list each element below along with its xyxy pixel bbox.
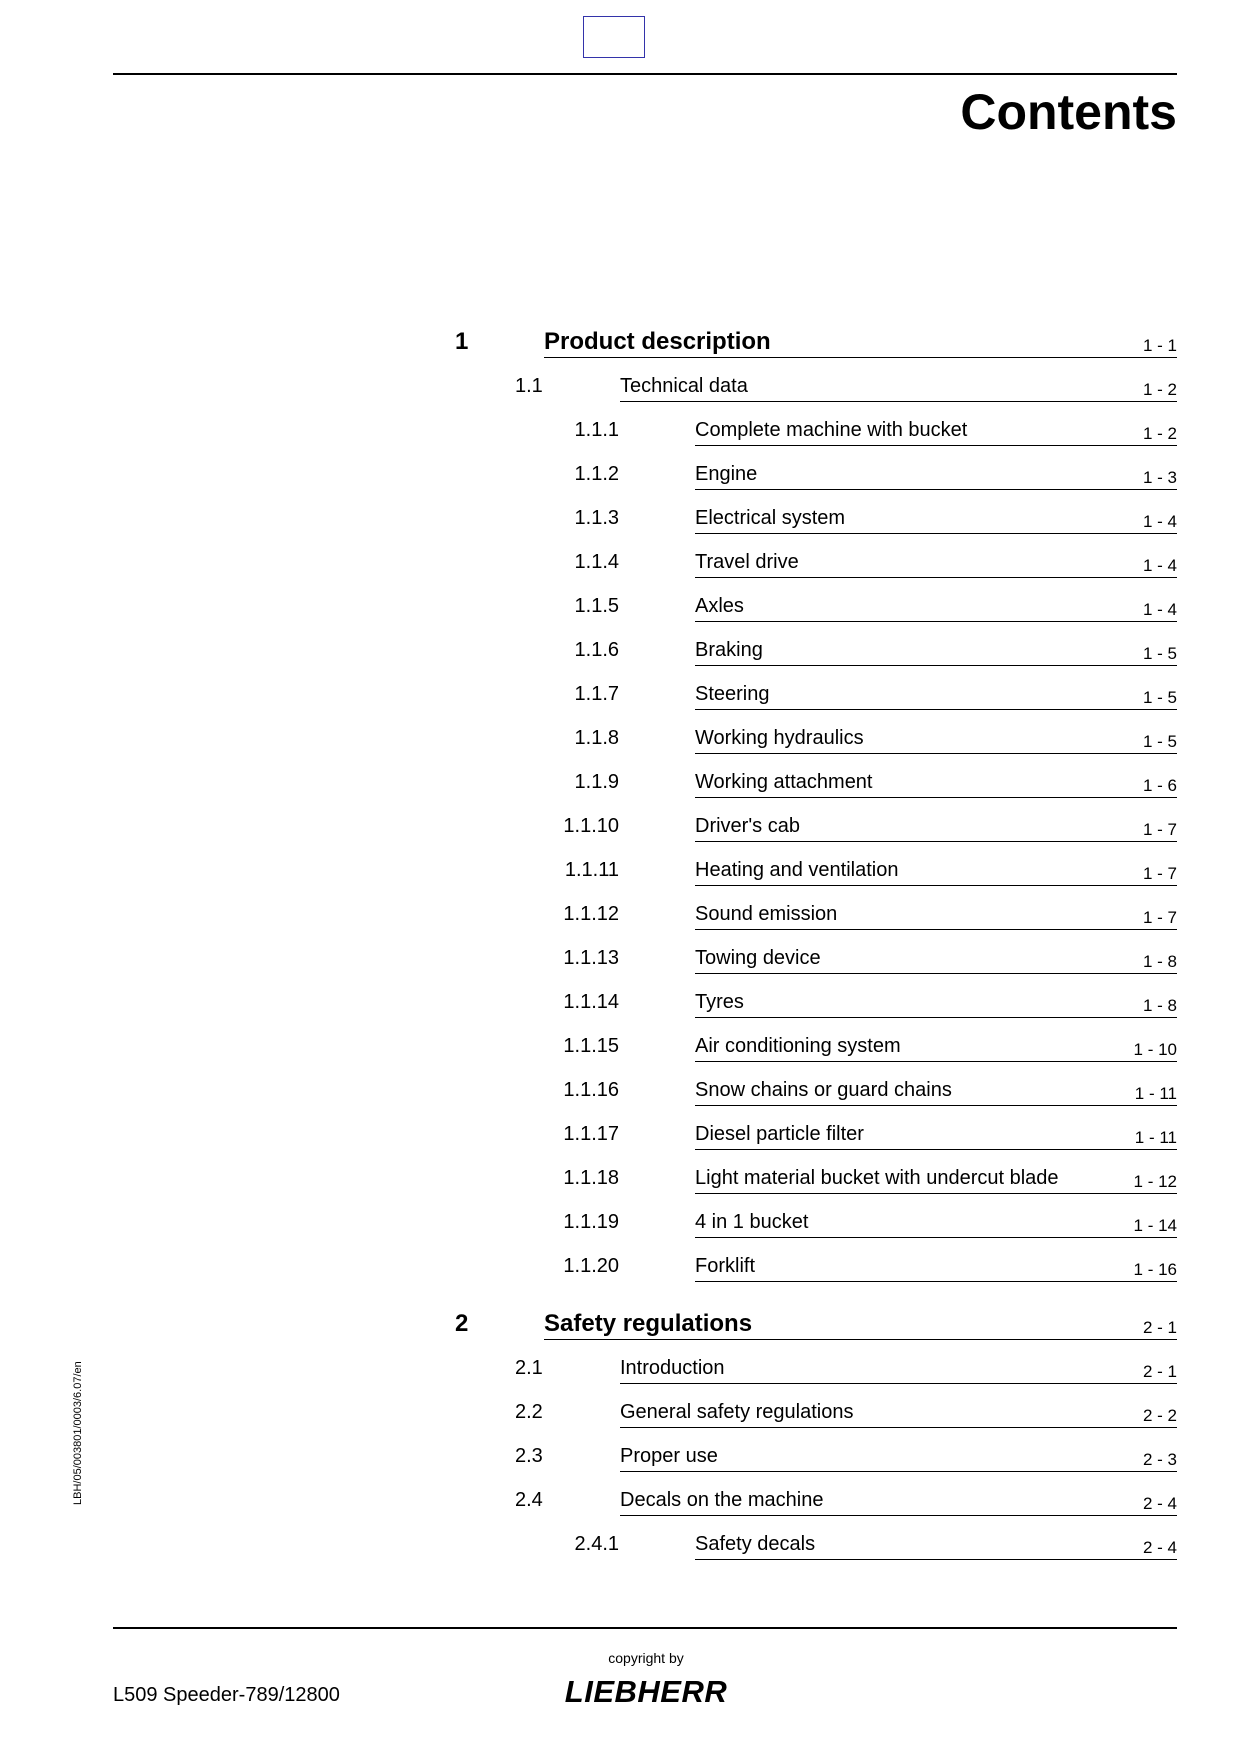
toc-entry-line <box>695 723 1177 754</box>
toc-entry-number: 1.1.1 <box>574 419 619 441</box>
toc-entry[interactable] <box>0 1031 1240 1071</box>
toc-entry-page: 2 - 4 <box>1142 1494 1177 1513</box>
toc-entry-line <box>695 899 1177 930</box>
toc-entry-label: Forklift <box>695 1255 755 1277</box>
toc-entry-line <box>695 547 1177 578</box>
toc-entry-line <box>695 811 1177 842</box>
toc-entry-line <box>695 1031 1177 1062</box>
toc-entry-line <box>695 415 1177 446</box>
toc-entry-page: 1 - 4 <box>1142 556 1177 575</box>
toc-entry[interactable] <box>0 591 1240 631</box>
toc-entry-number: 1.1.19 <box>563 1211 619 1233</box>
toc-entry[interactable] <box>0 1397 1240 1437</box>
toc-entry[interactable] <box>0 635 1240 675</box>
toc-entry-page: 2 - 1 <box>1142 1318 1177 1337</box>
toc-entry[interactable] <box>0 855 1240 895</box>
toc-entry-page: 1 - 2 <box>1142 424 1177 443</box>
toc-entry-number: 1.1.13 <box>563 947 619 969</box>
toc-entry[interactable] <box>0 1353 1240 1393</box>
toc-entry-line <box>620 1397 1177 1428</box>
toc-entry-number: 1.1.7 <box>574 683 619 705</box>
toc-entry-page: 1 - 4 <box>1142 600 1177 619</box>
page-title: Contents <box>960 84 1177 140</box>
toc-entry-label: Steering <box>695 683 770 705</box>
toc-entry-line <box>695 1119 1177 1150</box>
toc-entry[interactable] <box>0 679 1240 719</box>
toc-entry[interactable] <box>0 1207 1240 1247</box>
toc-entry-line <box>544 327 1177 358</box>
toc-entry-page: 1 - 7 <box>1142 820 1177 839</box>
toc-entry-label: Tyres <box>695 991 744 1013</box>
toc-entry-page: 1 - 11 <box>1134 1084 1177 1103</box>
toc-entry-line <box>695 767 1177 798</box>
toc-entry-number: 1.1.6 <box>574 639 619 661</box>
toc-entry-number: 1.1.15 <box>563 1035 619 1057</box>
toc-entry-label: Safety decals <box>695 1533 816 1555</box>
toc-entry-number: 1.1.18 <box>563 1167 619 1189</box>
toc-entry-number: 1.1.16 <box>563 1079 619 1101</box>
toc-entry[interactable] <box>0 1441 1240 1481</box>
toc-entry-page: 1 - 8 <box>1142 952 1177 971</box>
toc-entry[interactable] <box>0 459 1240 499</box>
model-designation: L509 Speeder-789/12800 <box>113 1684 340 1706</box>
toc-entry-line <box>544 1309 1177 1340</box>
toc-entry-label: Product description <box>544 328 771 355</box>
toc-entry-number: 1.1.9 <box>574 771 619 793</box>
toc-entry[interactable] <box>0 811 1240 851</box>
toc-entry-label: Driver's cab <box>695 815 800 837</box>
toc-entry-page: 1 - 12 <box>1133 1172 1177 1191</box>
toc-entry-label: Travel drive <box>695 551 799 573</box>
toc-entry-label: Engine <box>695 463 758 485</box>
toc-entry-page: 2 - 3 <box>1142 1450 1177 1469</box>
toc-entry-line <box>620 1441 1177 1472</box>
toc-entry-number: 1.1.2 <box>574 463 619 485</box>
toc-entry-label: Working hydraulics <box>695 727 864 749</box>
toc-entry-page: 1 - 5 <box>1142 732 1177 751</box>
toc-entry-page: 1 - 10 <box>1133 1040 1177 1059</box>
toc-entry-line <box>695 503 1177 534</box>
liebherr-logo-text: LIEBHERR <box>564 1675 728 1707</box>
toc-entry-page: 1 - 7 <box>1142 864 1177 883</box>
toc-entry[interactable] <box>0 503 1240 543</box>
toc-entry-page: 2 - 1 <box>1142 1362 1177 1381</box>
toc-entry-line <box>695 855 1177 886</box>
toc-entry-page: 1 - 11 <box>1134 1128 1177 1147</box>
toc-entry[interactable] <box>0 1485 1240 1525</box>
toc-entry-label: Towing device <box>695 947 821 969</box>
toc-entry-label: Heating and ventilation <box>695 859 899 881</box>
toc-entry-label: Sound emission <box>695 903 838 925</box>
toc-entry-line <box>620 1353 1177 1384</box>
toc-entry-number: 2.2 <box>515 1401 543 1423</box>
copyright-text: copyright by <box>608 1650 684 1666</box>
toc-entry-page: 1 - 5 <box>1142 688 1177 707</box>
toc-entry-number: 1.1.17 <box>563 1123 619 1145</box>
toc-entry-page: 1 - 16 <box>1133 1260 1177 1279</box>
toc-entry-page: 1 - 6 <box>1142 776 1177 795</box>
toc-entry-page: 1 - 14 <box>1133 1216 1177 1235</box>
toc-entry-line <box>620 1485 1177 1516</box>
toc-entry-label: Proper use <box>620 1445 718 1467</box>
toc-entry-page: 1 - 1 <box>1142 336 1177 355</box>
toc-entry-line <box>620 371 1177 402</box>
toc-entry-number: 2.4.1 <box>574 1533 619 1555</box>
toc-entry-label: Introduction <box>620 1357 725 1379</box>
toc-entry-number: 1.1.11 <box>564 859 619 881</box>
toc-entry-line <box>695 1529 1177 1560</box>
toc-entry-label: Electrical system <box>695 507 846 529</box>
toc-entry-page: 1 - 4 <box>1142 512 1177 531</box>
toc-entry-number: 1 <box>455 328 469 355</box>
toc-entry-line <box>695 1163 1177 1194</box>
toc-entry-number: 1.1.12 <box>563 903 619 925</box>
toc-entry[interactable] <box>0 767 1240 807</box>
toc-entry-label: Diesel particle filter <box>695 1123 864 1145</box>
toc-entry-number: 1.1.14 <box>563 991 619 1013</box>
toc-entry[interactable] <box>0 1163 1240 1203</box>
toc-entry-label: Decals on the machine <box>620 1489 824 1511</box>
toc-entry[interactable] <box>0 1251 1240 1291</box>
document-code: LBH/05/003801/0003/6.07/en <box>72 1361 84 1505</box>
footer-rule <box>113 1627 1177 1629</box>
toc-entry[interactable] <box>0 1119 1240 1159</box>
toc-entry[interactable] <box>0 1309 1240 1349</box>
toc-entry-number: 1.1.8 <box>574 727 619 749</box>
toc-entry-label: General safety regulations <box>620 1401 854 1423</box>
toc-entry[interactable] <box>0 415 1240 455</box>
toc-entry[interactable] <box>0 371 1240 411</box>
toc-entry-line <box>695 591 1177 622</box>
toc-entry-label: Light material bucket with undercut blade <box>695 1167 1059 1189</box>
toc-entry-page: 1 - 8 <box>1142 996 1177 1015</box>
toc-entry-number: 1.1.10 <box>563 815 619 837</box>
toc-entry-line <box>695 1251 1177 1282</box>
toc-entry-number: 2.4 <box>515 1489 543 1511</box>
toc-entry[interactable] <box>0 723 1240 763</box>
toc-entry-number: 2.1 <box>515 1357 543 1379</box>
toc-entry-page: 1 - 5 <box>1142 644 1177 663</box>
toc-entry[interactable] <box>0 943 1240 983</box>
toc-entry-label: Axles <box>695 595 744 617</box>
toc-entry-line <box>695 1075 1177 1106</box>
toc-entry-number: 1.1.4 <box>574 551 619 573</box>
toc-entry-line <box>695 459 1177 490</box>
toc-entry[interactable] <box>0 1529 1240 1569</box>
toc-entry-number: 1.1.5 <box>574 595 619 617</box>
toc-entry-number: 2 <box>455 1310 469 1337</box>
liebherr-logo <box>548 1675 744 1707</box>
toc-entry-label: Braking <box>695 639 763 661</box>
toc-entry-label: Safety regulations <box>544 1310 753 1337</box>
toc-entry[interactable] <box>0 987 1240 1027</box>
toc-entry-line <box>695 635 1177 666</box>
toc-entry-label: Snow chains or guard chains <box>695 1079 952 1101</box>
toc-entry-label: Working attachment <box>695 771 873 793</box>
toc-entry-label: Complete machine with bucket <box>695 419 968 441</box>
toc-entry-line <box>695 679 1177 710</box>
toc-entry-number: 1.1.3 <box>574 507 619 529</box>
toc-entry-line <box>695 943 1177 974</box>
toc-entry[interactable] <box>0 899 1240 939</box>
toc-entry-page: 2 - 4 <box>1142 1538 1177 1557</box>
toc-entry-page: 2 - 2 <box>1142 1406 1177 1425</box>
toc-entry[interactable] <box>0 547 1240 587</box>
toc-entry-page: 1 - 2 <box>1142 380 1177 399</box>
toc-entry-line <box>695 987 1177 1018</box>
toc-entry-number: 1.1.20 <box>563 1255 619 1277</box>
toc-entry-label: 4 in 1 bucket <box>695 1211 809 1233</box>
toc-entry-line <box>695 1207 1177 1238</box>
toc-entry[interactable] <box>0 327 1240 367</box>
toc-entry-label: Air conditioning system <box>695 1035 901 1057</box>
toc-entry-number: 1.1 <box>515 375 543 397</box>
toc-entry-page: 1 - 7 <box>1142 908 1177 927</box>
toc-entry-page: 1 - 3 <box>1142 468 1177 487</box>
toc-entry[interactable] <box>0 1075 1240 1115</box>
toc-entry-label: Technical data <box>620 375 748 397</box>
toc-entry-number: 2.3 <box>515 1445 543 1467</box>
